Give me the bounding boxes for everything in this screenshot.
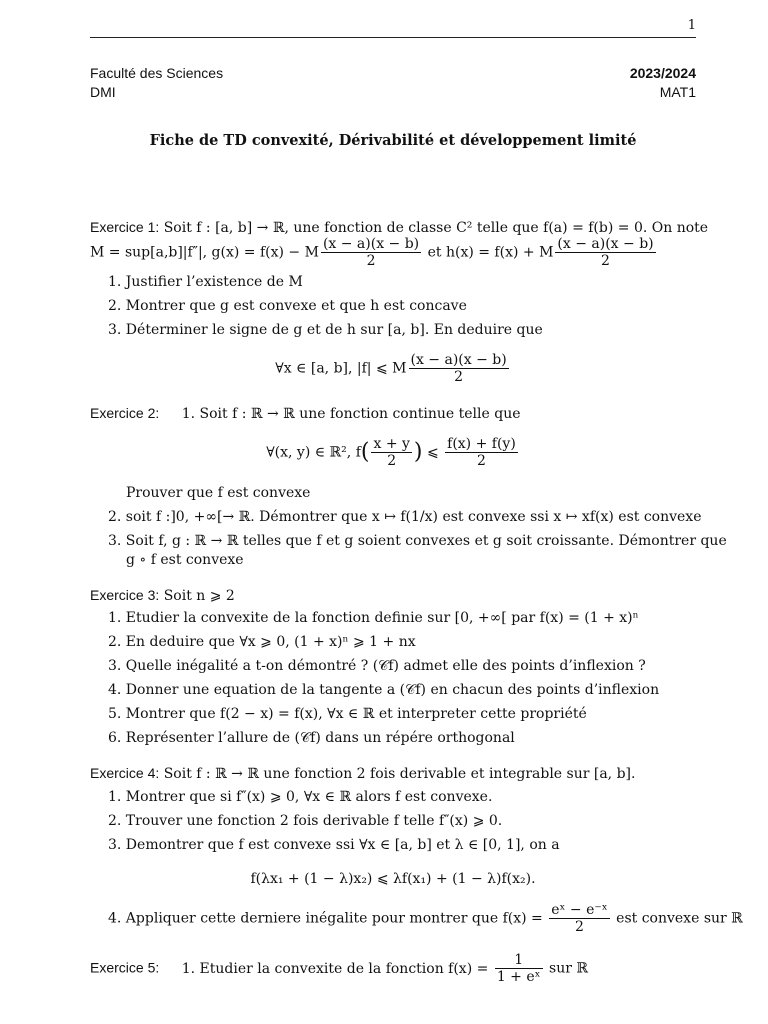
document-page [90, 0, 743, 1024]
header-course: MAT1 [659, 84, 696, 100]
equation-fraction-left [371, 436, 411, 469]
exercise-1-definitions [90, 236, 658, 269]
exercise-3-item-4: 4. Donner une equation de la tangente a (𝒞f) en chacun des points d’inflexion [108, 682, 660, 698]
fraction-numerator: (x − a)(x − b) [322, 236, 420, 252]
fraction-denominator: 2 [387, 453, 397, 470]
equation-fraction-right [445, 436, 518, 469]
exercise-3-item-5: 5. Montrer que f(2 − x) = f(x), ∀x ∈ ℝ et interpreter cette propriété [108, 706, 587, 722]
exercise-2-intro [90, 404, 521, 423]
exercise-2-label: Exercice 2: [90, 405, 160, 421]
equation-relation: ⩽ [426, 444, 439, 461]
fraction-numerator: (x − a)(x − b) [557, 236, 654, 252]
exercise-4-inequality: f(λx₁ + (1 − λ)x₂) ⩽ λf(x₁) + (1 − λ)f(x₂). [250, 871, 536, 887]
exercise-5-intro [90, 952, 588, 985]
exercise-4-item-1: 1. Montrer que si f″(x) ⩾ 0, ∀x ∈ ℝ alors f est convexe. [108, 789, 493, 805]
item-4-text: 4. Appliquer cette derniere inégalite pour montrer que f(x) = [108, 910, 543, 927]
exercise-3-item-6: 6. Représenter l’allure de (𝒞f) dans un répére orthogonal [108, 730, 515, 746]
fraction-denominator: 2 [366, 253, 376, 270]
exercise-2-item-3: 3. Soit f, g : ℝ → ℝ telles que f et g soient convexes et g soit croissante. Démontrer que [108, 533, 727, 549]
fraction-denominator: 2 [477, 453, 486, 470]
fraction-denominator: 2 [454, 369, 464, 386]
exercise-3-item-3: 3. Quelle inégalité a t-on démontré ? (𝒞f) admet elle des points d’inflexion ? [108, 658, 646, 674]
equation-left: ∀(x, y) ∈ ℝ², f [266, 444, 361, 461]
page-number: 1 [687, 18, 696, 33]
exercise-2-item-3-cont: g ∘ f est convexe [126, 552, 244, 568]
exercise-1-fraction-h [555, 236, 655, 269]
exercise-1-h-def: et h(x) = f(x) + M [423, 244, 554, 261]
exercise-3-item-2: 2. En deduire que ∀x ⩾ 0, (1 + x)ⁿ ⩾ 1 + nx [108, 634, 416, 650]
inequality-fraction [409, 352, 509, 385]
exercise-2-item-2: 2. soit f :]0, +∞[→ ℝ. Démontrer que x ↦ f(1/x) est convexe ssi x ↦ xf(x) est convexe [108, 509, 702, 525]
exercise-5-item-1-text: 1. Etudier la convexite de la fonction f(x) = [181, 960, 489, 977]
exercise-1-inequality [90, 352, 696, 385]
exercise-4-statement: Soit f : ℝ → ℝ une fonction 2 fois derivable et integrable sur [a, b]. [163, 766, 636, 782]
header-institution: Faculté des Sciences [90, 65, 224, 81]
exercise-1-label: Exercice 1: [90, 219, 160, 235]
exercise-4-intro [90, 764, 635, 783]
exercise-1-intro [90, 218, 708, 237]
exercise-3-statement: Soit n ⩾ 2 [163, 588, 235, 604]
fraction-numerator: 1 [495, 952, 543, 969]
exercise-1-item-2: 2. Montrer que g est convexe et que h est concave [108, 298, 467, 314]
exercise-3-intro [90, 586, 235, 605]
exercise-4-item-2: 2. Trouver une fonction 2 fois derivable f telle f″(x) ⩾ 0. [108, 813, 503, 829]
exercise-2-item-1: 1. Soit f : ℝ → ℝ une fonction continue telle que [181, 406, 521, 422]
exercise-4-item-4 [108, 902, 743, 935]
header-year: 2023/2024 [629, 65, 696, 81]
fraction-denominator: 1 + eˣ [496, 969, 541, 986]
header-rule [90, 37, 696, 38]
fraction-denominator: 2 [601, 253, 610, 270]
exercise-5-item-1-domain: sur ℝ [549, 960, 589, 977]
exercise-2-equation: ∀(x, y) ∈ ℝ², f( $\frac{x + y}{2}$ ) ⩽ $\frac{f(x) + f(y)}{2}$ [266, 436, 516, 470]
exercise-1-item-1: 1. Justifier l’existence de M [108, 274, 303, 290]
exercise-1-statement: Soit f : [a, b] → ℝ, une fonction de classe C² telle que f(a) = f(b) = 0. On note [163, 220, 709, 236]
exercise-2-prove: Prouver que f est convexe [126, 485, 311, 501]
exercise-5-label: Exercice 5: [90, 959, 160, 976]
fraction-numerator: (x − a)(x − b) [410, 352, 507, 368]
item-4-conclusion: est convexe sur ℝ [616, 910, 743, 927]
exercise-3-label: Exercice 3: [90, 587, 160, 603]
exercise-1-item-3: 3. Déterminer le signe de g et de h sur [a, b]. En deduire que [108, 322, 543, 338]
fraction-numerator: f(x) + f(y) [447, 436, 516, 452]
fraction-numerator: x + y [373, 436, 410, 452]
exercise-1-m-def: M = sup[a,b]|f″|, g(x) = f(x) − M [90, 244, 319, 261]
exercise-5-fraction [495, 952, 543, 985]
item-4-fraction [549, 902, 609, 935]
exercise-4-label: Exercice 4: [90, 765, 160, 781]
fraction-denominator: 2 [575, 919, 584, 936]
exercise-3-item-1: 1. Etudier la convexite de la fonction definie sur [0, +∞[ par f(x) = (1 + x)ⁿ [108, 610, 639, 626]
exercise-1-fraction-g [321, 236, 421, 269]
fraction-numerator: eˣ − e⁻ˣ [551, 902, 608, 918]
inequality-left: ∀x ∈ [a, b], |f| ⩽ M [275, 360, 407, 377]
document-title: Fiche de TD convexité, Dérivabilité et développement limité [149, 132, 637, 149]
exercise-4-item-3: 3. Demontrer que f est convexe ssi ∀x ∈ [a, b] et λ ∈ [0, 1], on a [108, 837, 560, 853]
header-department: DMI [90, 84, 116, 100]
